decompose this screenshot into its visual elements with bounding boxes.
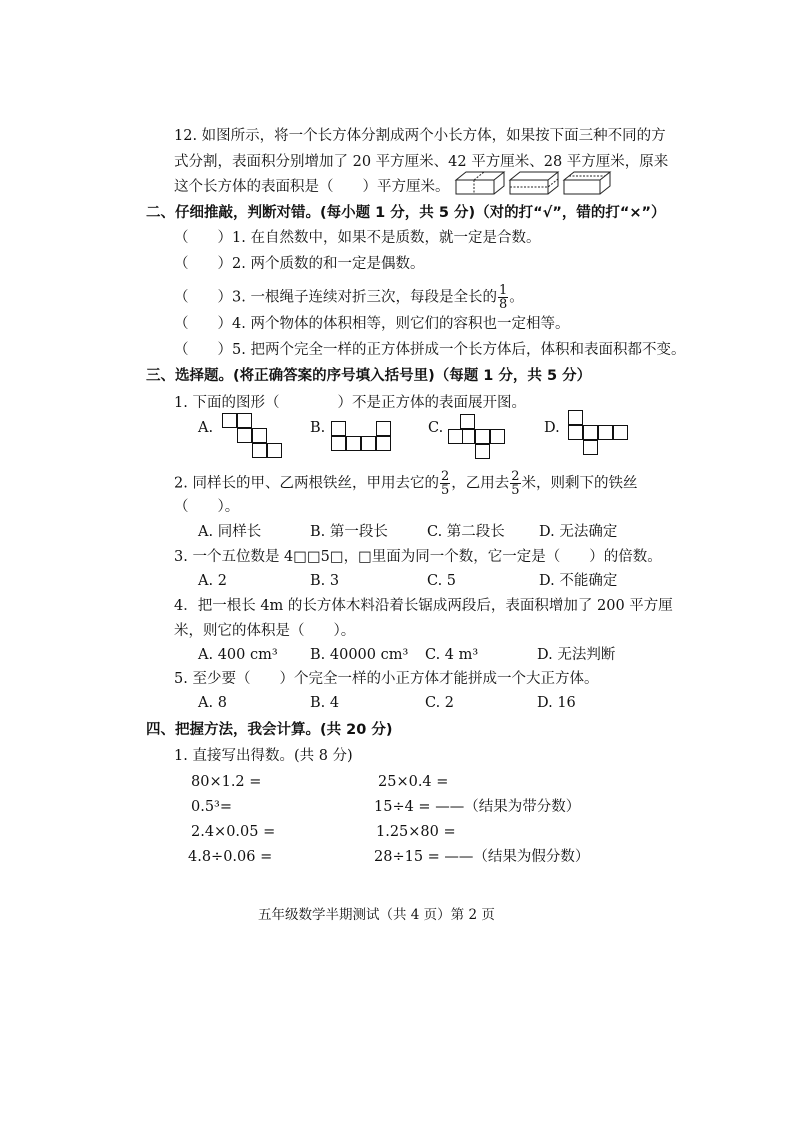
calc-right-4: 28÷15 = ——（结果为假分数） (374, 849, 590, 865)
q2-pre: 2. 同样长的甲、乙两根铁丝，甲用去它的 (174, 475, 439, 492)
q4-option-a: A. 400 cm³ (198, 647, 278, 663)
choice-q2-line2: （ ）。 (174, 499, 240, 515)
q2-post: 米，则剩下的铁丝 (521, 475, 638, 492)
frac-num: 2 (440, 469, 450, 484)
frac-num: 1 (498, 283, 508, 298)
calc-right-3: 1.25×80 = (376, 824, 456, 840)
choice-q1-text: 1. 下面的图形（ ）不是正方体的表面展开图。 (174, 395, 526, 411)
judge-item-5: （ ）5. 把两个完全一样的正方体拼成一个长方体后，体积和表面积都不变。 (174, 342, 686, 358)
calc-left-2: 0.5³= (191, 799, 233, 815)
q2-option-a: A. 同样长 (198, 524, 262, 540)
judge-item-3 (174, 284, 524, 311)
option-a-label: A. (198, 420, 214, 436)
q5-option-c: C. 2 (425, 695, 455, 711)
frac-den: 8 (498, 297, 508, 312)
choice-q4-line2: 米，则它的体积是（ ）。 (174, 623, 356, 639)
calc-left-4: 4.8÷0.06 = (188, 849, 273, 865)
frac-num: 2 (511, 469, 520, 484)
judge-item-4: （ ）4. 两个物体的体积相等，则它们的容积也一定相等。 (174, 316, 570, 332)
section4-sub1: 1. 直接写出得数。(共 8 分) (174, 748, 353, 764)
calc-left-1: 80×1.2 = (191, 774, 262, 790)
q4-option-b: B. 40000 cm³ (310, 647, 409, 663)
q3-option-a: A. 2 (198, 573, 227, 589)
q2-mid: ，乙用去 (451, 475, 510, 492)
option-b-label: B. (310, 420, 326, 436)
q5-option-b: B. 4 (310, 695, 340, 711)
q3-option-d: D. 不能确定 (539, 573, 618, 589)
judge-item-3-text: （ ）3. 一根绳子连续对折三次，每段是全长的 (174, 289, 497, 306)
q2-option-b: B. 第一段长 (310, 524, 388, 540)
choice-q2-line1 (174, 470, 638, 497)
section2-title: 二、仔细推敲，判断对错。(每小题 1 分，共 5 分)（对的打“√”，错的打“×”） (146, 205, 666, 221)
q12-line3: 这个长方体的表面积是（ ）平方厘米。 (174, 179, 450, 195)
judge-item-3-end: 。 (509, 289, 524, 306)
judge-item-2: （ ）2. 两个质数的和一定是偶数。 (174, 256, 425, 272)
q5-option-d: D. 16 (537, 695, 576, 711)
frac-den: 5 (511, 483, 520, 498)
fraction-two-fifths-a (440, 470, 450, 497)
q5-option-a: A. 8 (198, 695, 227, 711)
frac-den: 5 (440, 483, 450, 498)
option-d-label: D. (544, 420, 560, 436)
choice-q3-text: 3. 一个五位数是 4□□5□，□里面为同一个数，它一定是（ ）的倍数。 (174, 549, 662, 565)
choice-q4-line1: 4．把一根长 4m 的长方体木料沿着长锯成两段后，表面积增加了 200 平方厘 (174, 598, 673, 614)
calc-left-3: 2.4×0.05 = (191, 824, 276, 840)
section4-title: 四、把握方法，我会计算。(共 20 分) (146, 722, 393, 738)
section3-title: 三、选择题。(将正确答案的序号填入括号里)（每题 1 分，共 5 分） (146, 368, 592, 384)
q12-line1: 12. 如图所示，将一个长方体分割成两个小长方体，如果按下面三种不同的方 (174, 128, 666, 144)
q2-option-d: D. 无法确定 (539, 524, 618, 540)
fraction-one-eighth (498, 284, 508, 311)
choice-q5-text: 5. 至少要（ ）个完全一样的小正方体才能拼成一个大正方体。 (174, 671, 599, 687)
calc-right-2: 15÷4 = ——（结果为带分数） (374, 799, 581, 815)
q4-option-c: C. 4 m³ (425, 647, 479, 663)
q4-option-d: D. 无法判断 (537, 647, 616, 663)
q12-line2: 式分割，表面积分别增加了 20 平方厘米、42 平方厘米、28 平方厘米，原来 (174, 154, 669, 170)
calc-right-1: 25×0.4 = (378, 774, 449, 790)
q2-option-c: C. 第二段长 (427, 524, 505, 540)
judge-item-1: （ ）1. 在自然数中，如果不是质数，就一定是合数。 (174, 230, 541, 246)
cuboid-split-figures (452, 168, 612, 198)
fraction-two-fifths-b (510, 470, 520, 497)
q3-option-b: B. 3 (310, 573, 340, 589)
option-c-label: C. (428, 420, 444, 436)
page-footer: 五年级数学半期测试（共 4 页）第 2 页 (258, 907, 495, 923)
q3-option-c: C. 5 (427, 573, 457, 589)
